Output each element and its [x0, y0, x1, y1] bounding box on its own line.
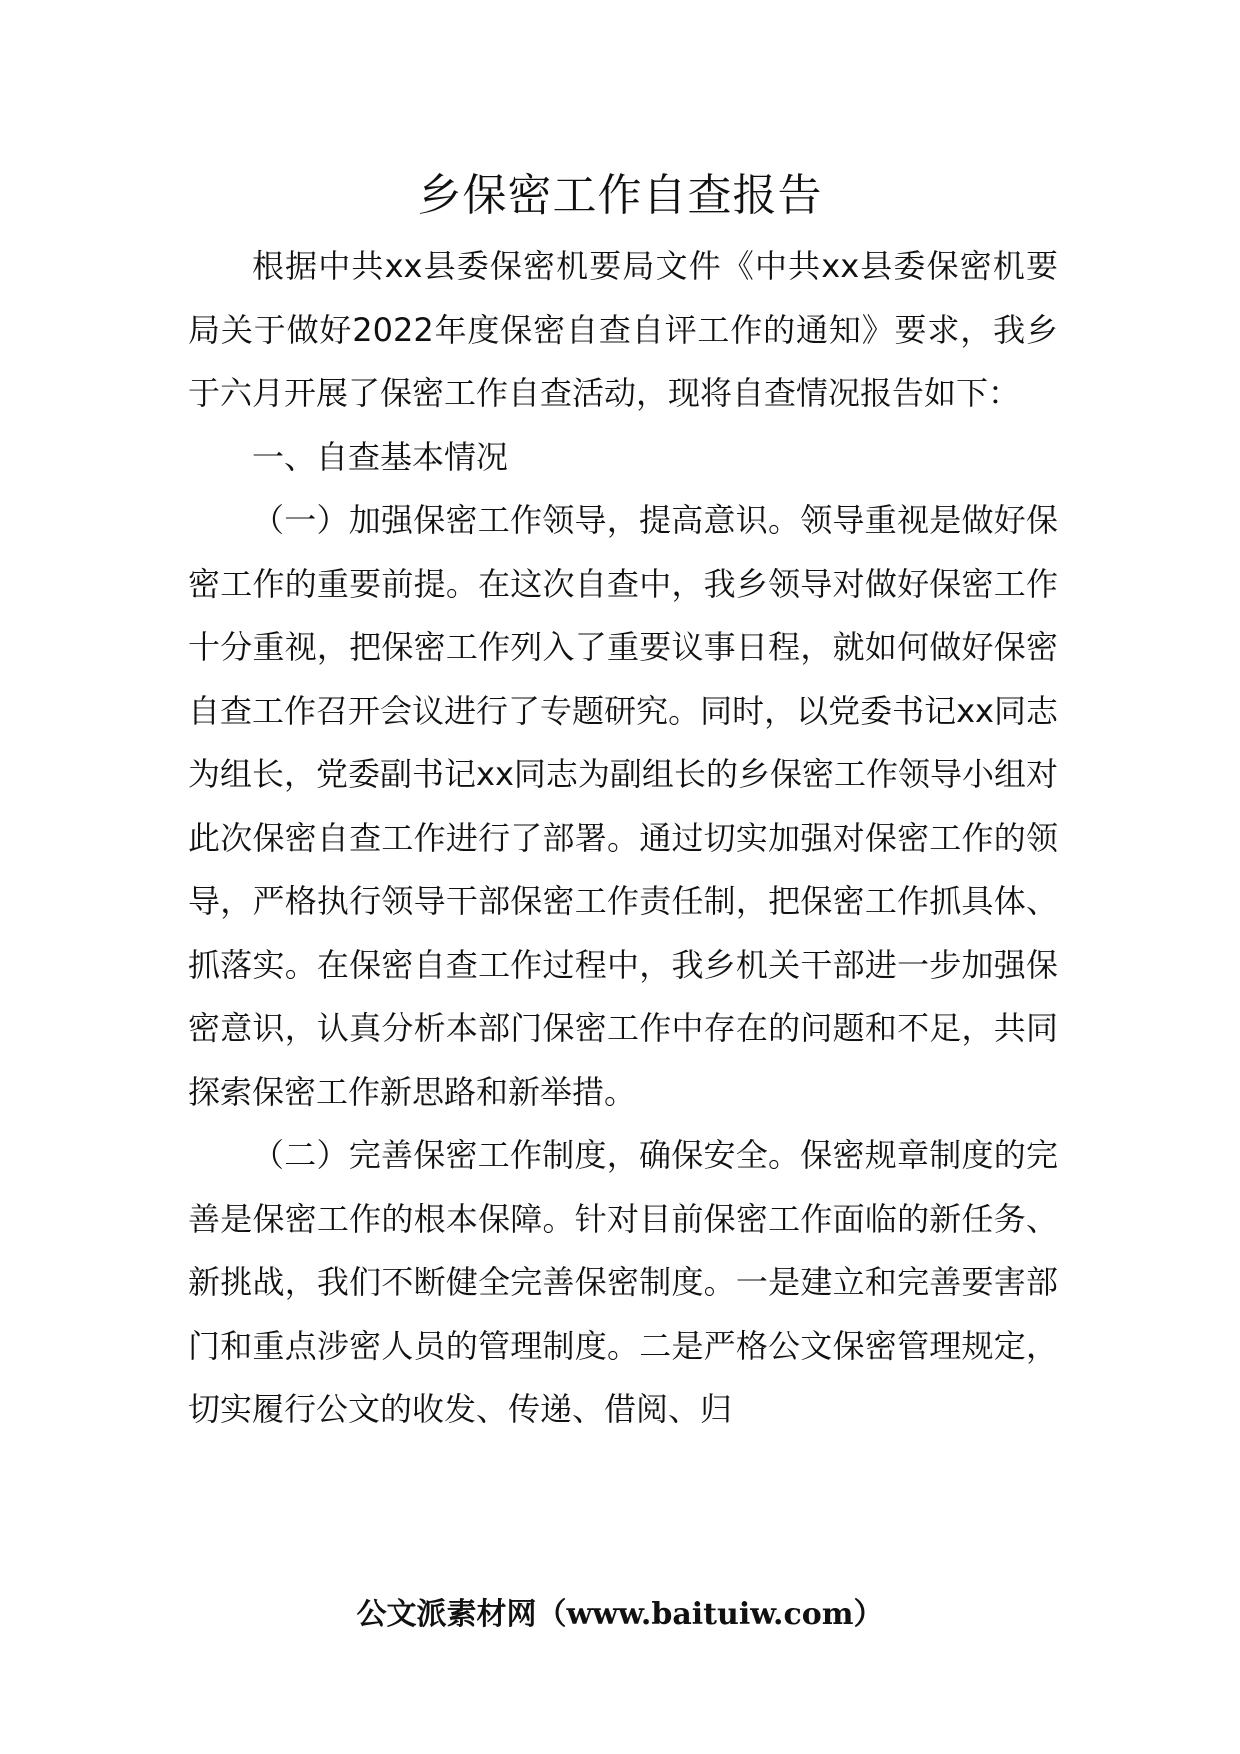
paragraph-leadership: （一）加强保密工作领导，提高意识。领导重视是做好保密工作的重要前提。在这次自查中，我乡领导对做好保密工作十分重视，把保密工作列入了重要议事日程，就如何做好保密自查工作召开会议进行了专题研究。同时，以党委书记xx同志为组长，党委副书记xx同志为副组长的乡保密工作领导小组对此次保密自查工作进行了部署。通过切实加强对保密工作的领导，严格执行领导干部保密工作责任制，把保密工作抓具体、抓落实。在保密自查工作过程中，我乡机关干部进一步加强保密意识，认真分析本部门保密工作中存在的问题和不足，共同探索保密工作新思路和新举措。	[188, 501, 1058, 1111]
document-title: 乡保密工作自查报告	[417, 170, 823, 221]
section-heading: 一、自查基本情况	[252, 437, 509, 476]
document-body	[188, 235, 1058, 1442]
footer-watermark: 公文派素材网（www.baituiw.com）	[356, 1597, 884, 1632]
paragraph-regulations: （二）完善保密工作制度，确保安全。保密规章制度的完善是保密工作的根本保障。针对目前保密工作面临的新任务、新挑战，我们不断健全完善保密制度。一是建立和完善要害部门和重点涉密人员的管理制度。二是严格公文保密管理规定，切实履行公文的收发、传递、借阅、归	[188, 1136, 1058, 1428]
paragraph-intro: 根据中共xx县委保密机要局文件《中共xx县委保密机要局关于做好2022年度保密自查自评工作的通知》要求，我乡于六月开展了保密工作自查活动，现将自查情况报告如下：	[188, 247, 1058, 412]
